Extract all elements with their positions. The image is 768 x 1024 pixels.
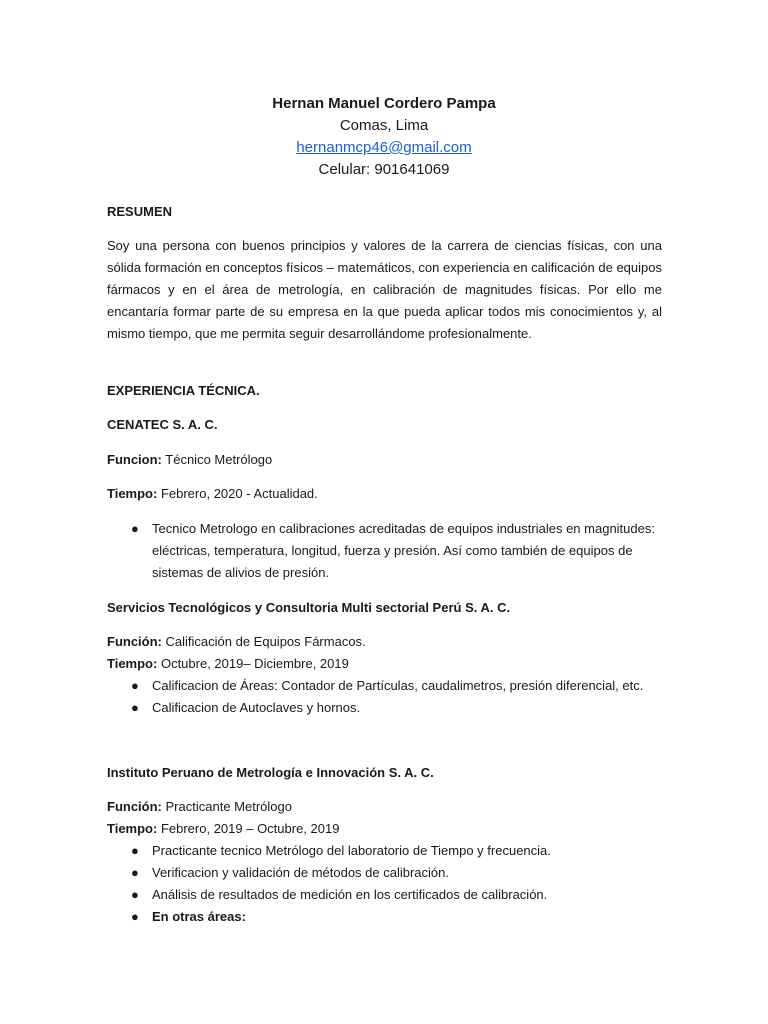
tiempo-label: Tiempo: — [107, 486, 158, 501]
job-funcion — [107, 796, 662, 818]
section-heading-resumen: RESUMEN — [107, 204, 173, 219]
bullet-icon: ● — [131, 521, 139, 536]
bullet-text: En otras áreas: — [152, 909, 246, 924]
bullet-icon: ● — [131, 700, 139, 715]
candidate-phone — [0, 159, 768, 181]
job-tiempo — [107, 483, 662, 505]
job-bullet-list — [107, 675, 662, 719]
job-company: Instituto Peruano de Metrología e Innovación S. A. C. — [107, 765, 434, 780]
list-item — [107, 884, 662, 906]
phone-value: 901641069 — [374, 161, 450, 178]
bullet-icon: ● — [131, 909, 139, 924]
job-funcion — [107, 631, 662, 653]
bullet-text: Calificacion de Áreas: Contador de Partículas, caudalimetros, presión diferencial, etc. — [152, 678, 644, 693]
tiempo-value: Febrero, 2020 - Actualidad. — [160, 486, 318, 501]
list-item — [107, 862, 662, 884]
funcion-value: Técnico Metrólogo — [165, 452, 273, 467]
job-company: Servicios Tecnológicos y Consultoria Multi sectorial Perú S. A. C. — [107, 600, 511, 615]
candidate-location: Comas, Lima — [339, 117, 429, 134]
funcion-label: Funcion: — [107, 452, 162, 467]
list-item — [107, 697, 662, 719]
funcion-value: Calificación de Equipos Fármacos. — [165, 634, 366, 649]
resumen-text: Soy una persona con buenos principios y valores de la carrera de ciencias físicas, con una sólida formación en conceptos físicos – matemáticos, con experiencia en calificación de equipos fármacos y en el área de metrología, en calibración de magnitudes físicas. Por ello me encantaría formar parte de su empresa en la que pueda aplicar todos mis conocimientos y, al mismo tiempo, que me permita seguir desarrollándome profesionalmente. — [107, 238, 662, 341]
bullet-text: Practicante tecnico Metrólogo del laboratorio de Tiempo y frecuencia. — [152, 843, 551, 858]
resume-header — [0, 93, 768, 181]
funcion-label: Función: — [107, 799, 162, 814]
job-funcion — [107, 449, 662, 471]
job-company: CENATEC S. A. C. — [107, 417, 218, 432]
job-bullet-list — [107, 518, 662, 584]
section-heading-experiencia: EXPERIENCIA TÉCNICA. — [107, 383, 260, 398]
bullet-text: Verificacion y validación de métodos de calibración. — [152, 865, 450, 880]
email-link[interactable]: hernanmcp46@gmail.com — [296, 139, 472, 156]
list-item — [107, 518, 662, 584]
tiempo-value: Febrero, 2019 – Octubre, 2019 — [160, 821, 340, 836]
bullet-icon: ● — [131, 887, 139, 902]
funcion-value: Practicante Metrólogo — [165, 799, 292, 814]
bullet-icon: ● — [131, 678, 139, 693]
funcion-label: Función: — [107, 634, 162, 649]
bullet-icon: ● — [131, 843, 139, 858]
list-item — [107, 906, 662, 928]
bullet-text: Análisis de resultados de medición en los certificados de calibración. — [152, 887, 548, 902]
bullet-text: Calificacion de Autoclaves y hornos. — [152, 700, 361, 715]
bullet-icon: ● — [131, 865, 139, 880]
bullet-text: Tecnico Metrologo en calibraciones acreditadas de equipos industriales en magnitudes: eléctricas, temperatura, longitud, fuerza y presión. Así como también de equipos de sistemas de alivios de presión. — [152, 521, 655, 580]
tiempo-label: Tiempo: — [107, 656, 158, 671]
job-bullet-list — [107, 840, 662, 928]
candidate-name: Hernan Manuel Cordero Pampa — [272, 95, 496, 112]
list-item — [107, 675, 662, 697]
tiempo-value: Octubre, 2019– Diciembre, 2019 — [160, 656, 349, 671]
job-tiempo — [107, 818, 662, 840]
list-item — [107, 840, 662, 862]
candidate-email-line — [0, 137, 768, 159]
tiempo-label: Tiempo: — [107, 821, 158, 836]
job-tiempo — [107, 653, 662, 675]
phone-label: Celular: — [318, 161, 371, 178]
